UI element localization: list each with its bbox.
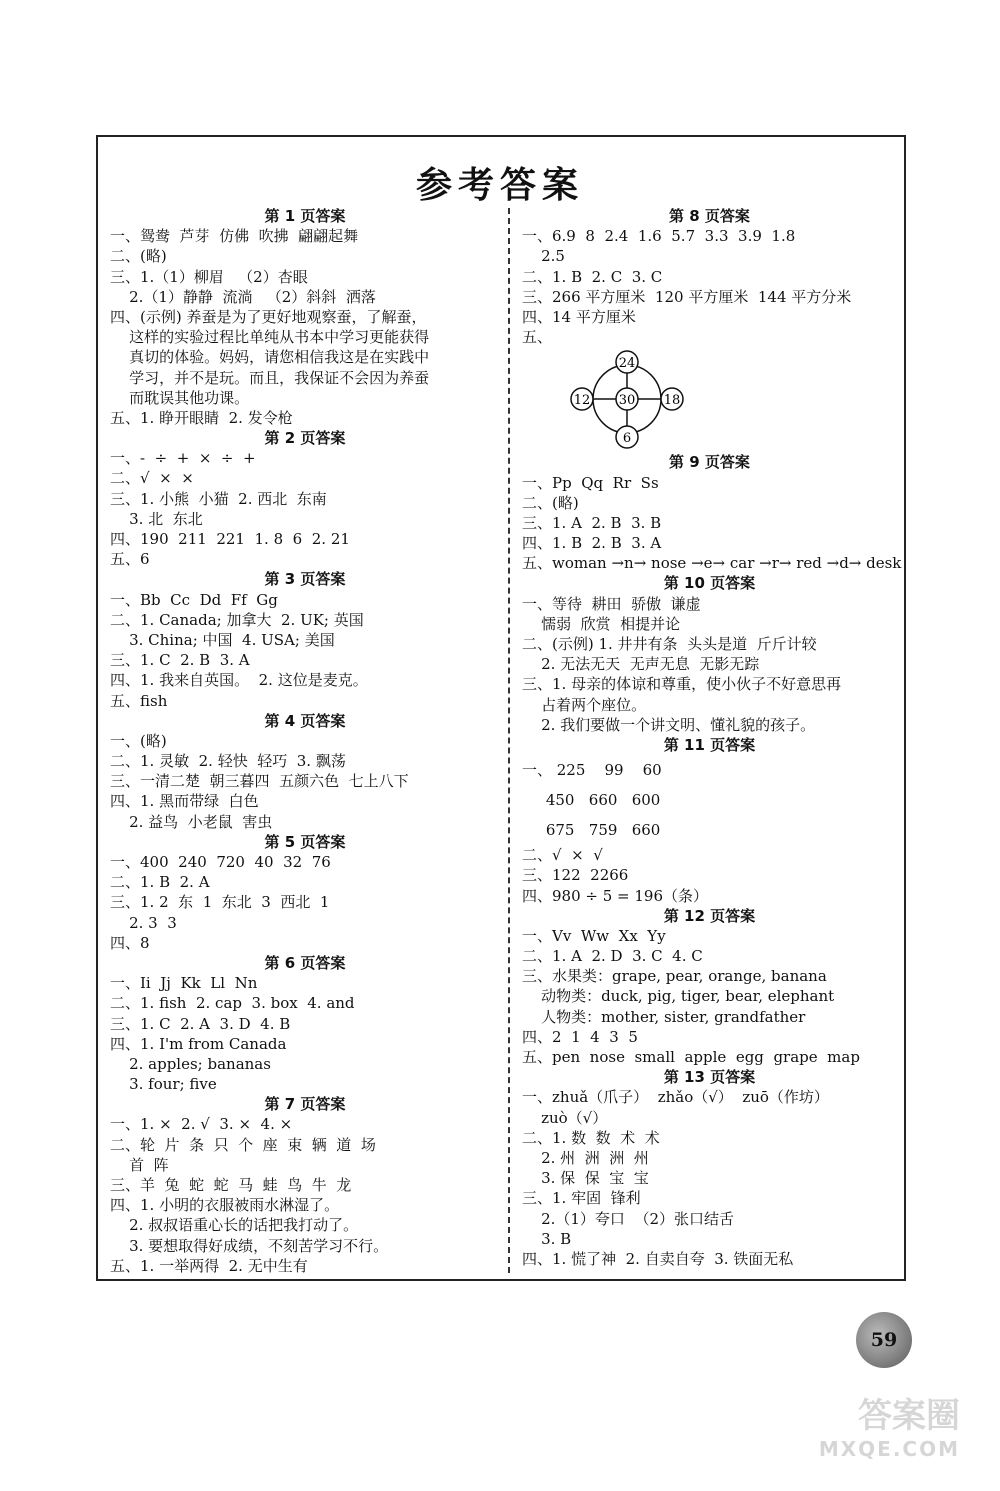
section-heading: 第 12 页答案 [663, 906, 756, 925]
left-column [110, 206, 500, 1276]
answer-line: 动物类：duck, pig, tiger, bear, elephant [522, 987, 835, 1006]
answer-line: 三、1. 母亲的体谅和尊重，使小伙子不好意思再 [522, 675, 842, 694]
page-title: 参考答案 [415, 165, 584, 206]
section-heading: 第 4 页答案 [264, 711, 346, 730]
answer-line: 2. 3 3 [110, 913, 177, 932]
answer-line: 四、980 ÷ 5 = 196（条） [522, 886, 709, 905]
answer-line: 五、1. 睁开眼睛 2. 发令枪 [110, 408, 293, 427]
answer-line: 2.5 [522, 247, 565, 266]
answer-line: 一、鸳鸯 芦芽 仿佛 吹拂 翩翩起舞 [110, 227, 359, 246]
section-heading: 第 9 页答案 [669, 453, 750, 472]
answer-line: 一、6.9 8 2.4 1.6 5.7 3.3 3.9 1.8 [522, 227, 796, 246]
section-heading: 第 1 页答案 [264, 207, 346, 225]
answer-line: 懦弱 欣赏 相提并论 [522, 614, 681, 633]
answer-line: 450 660 600 [522, 791, 661, 810]
answer-line: 四、1. 小明的衣服被雨水淋湿了。 [110, 1196, 340, 1215]
answer-line: 二、√ × × [110, 469, 194, 488]
answer-line: 二、1. B 2. A [110, 873, 210, 892]
answer-line: 2.（1）静静 流淌 （2）斜斜 洒落 [110, 287, 376, 306]
answer-line: 四、1. 慌了神 2. 自卖自夸 3. 铁面无私 [522, 1249, 794, 1268]
section-heading: 第 8 页答案 [669, 207, 750, 225]
answer-line: 二、(示例) 1. 井井有条 头头是道 斤斤计较 [522, 635, 817, 653]
section-heading: 第 6 页答案 [264, 953, 346, 972]
answer-line: 四、2 1 4 3 5 [522, 1027, 638, 1046]
answer-line: 2. 益鸟 小老鼠 害虫 [110, 812, 273, 831]
answer-line: 一、- ÷ + × ÷ + [110, 449, 256, 468]
answer-line: 一、 225 99 60 [522, 761, 662, 780]
section-heading: 第 13 页答案 [663, 1068, 756, 1087]
answer-line: 三、1. C 2. B 3. A [110, 651, 250, 670]
section-heading: 第 5 页答案 [264, 832, 346, 851]
watermark-logo: 答案圈 MXQE.COM [818, 1396, 960, 1461]
answer-line: 三、1. 小熊 小猫 2. 西北 东南 [110, 489, 327, 508]
answer-line: 一、400 240 720 40 32 76 [110, 853, 331, 871]
answer-line: 二、1. fish 2. cap 3. box 4. and [110, 994, 355, 1013]
answer-line: 四、190 211 221 1. 8 6 2. 21 [110, 530, 350, 548]
answer-line: 三、1.（1）柳眉 （2）杏眼 [110, 267, 308, 286]
answer-line: 而耽误其他功课。 [110, 388, 250, 407]
answer-line: 三、一清二楚 朝三暮四 五颜六色 七上八下 [110, 772, 409, 791]
answer-line: 二、√ × √ [522, 846, 603, 865]
circle-right: 18 [663, 393, 681, 409]
answer-line: 一、zhuǎ（爪子） zhǎo（√） zuō（作坊） [522, 1088, 829, 1107]
circle-bottom: 6 [622, 431, 632, 447]
answer-line: 真切的体验。妈妈，请您相信我这是在实践中 [110, 348, 430, 367]
answer-line: 四、1. B 2. B 3. A [522, 534, 662, 553]
answer-line: 五、1. 一举两得 2. 无中生有 [110, 1256, 308, 1275]
answer-line: 3. 保 保 宝 宝 [522, 1169, 649, 1188]
answer-line: 一、等待 耕田 骄傲 谦虚 [522, 594, 701, 613]
answer-line: 这样的实验过程比单纯从书本中学习更能获得 [110, 328, 430, 347]
answer-line: 675 759 660 [522, 821, 661, 840]
answer-line: 占着两个座位。 [522, 695, 647, 714]
page-number-badge: 59 [856, 1312, 912, 1368]
answer-line: 五、pen nose small apple egg grape map [522, 1048, 860, 1066]
answer-line: 二、(略) [522, 493, 579, 512]
answer-line: 三、1. 2 东 1 东北 3 西北 1 [110, 893, 330, 912]
answer-line: 2. 州 洲 洲 州 [522, 1148, 649, 1167]
answer-line: 一、(略) [110, 731, 167, 750]
answer-line: 2. 我们要做一个讲文明、懂礼貌的孩子。 [522, 715, 816, 734]
answer-line: 三、266 平方厘米 120 平方厘米 144 平方分米 [522, 287, 852, 306]
answer-line: 五、6 [110, 550, 150, 569]
answer-line: 3. China; 中国 4. USA; 美国 [110, 630, 335, 649]
answer-line: 一、Ii Jj Kk Ll Nn [110, 974, 258, 993]
answer-line: 2. apples; bananas [110, 1054, 271, 1073]
answer-line: 二、1. 灵敏 2. 轻快 轻巧 3. 飘荡 [110, 752, 346, 771]
answer-line: 五、woman →n→ nose →e→ car →r→ red →d→ desk [522, 554, 902, 573]
right-column [522, 206, 902, 1269]
column-divider [508, 208, 510, 1273]
answer-line: 四、1. I'm from Canada [110, 1034, 287, 1053]
answer-line: 3. four; five [110, 1075, 217, 1094]
section-heading: 第 2 页答案 [264, 429, 346, 448]
answer-line: 二、(略) [110, 247, 167, 266]
answer-line: 四、8 [110, 933, 150, 952]
answer-line: 四、(示例) 养蚕是为了更好地观察蚕，了解蚕， [110, 307, 427, 326]
answer-line: 四、14 平方厘米 [522, 307, 636, 326]
answer-line: 一、Vv Ww Xx Yy [522, 926, 666, 945]
number-circle-diagram [522, 347, 897, 452]
answer-line: 五、fish [110, 691, 168, 710]
answer-line: 学习，并不是玩。而且，我保证不会因为养蚕 [110, 368, 430, 387]
answer-line: 3. B [522, 1229, 572, 1248]
answer-line: 3. 北 东北 [110, 509, 203, 528]
answer-line: 2. 无法无天 无声无息 无影无踪 [522, 655, 760, 674]
answer-line: 二、轮 片 条 只 个 座 束 辆 道 场 [110, 1135, 376, 1154]
section-heading: 第 7 页答案 [264, 1095, 346, 1114]
answer-line: 四、1. 我来自英国。 2. 这位是麦克。 [110, 671, 368, 690]
answer-line: 三、水果类：grape, pear, orange, banana [522, 967, 827, 986]
answer-line: 三、122 2266 [522, 866, 629, 885]
answer-line: 一、1. × 2. √ 3. × 4. × [110, 1115, 293, 1134]
section-heading: 第 11 页答案 [663, 735, 756, 754]
answer-line: 二、1. B 2. C 3. C [522, 267, 663, 286]
answer-line: 3. 要想取得好成绩，不刻苦学习不行。 [110, 1236, 389, 1255]
answer-line: 三、1. A 2. B 3. B [522, 513, 662, 532]
answer-line: 2. 叔叔语重心长的话把我打动了。 [110, 1216, 359, 1235]
answer-line: 二、1. A 2. D 3. C 4. C [522, 947, 703, 966]
circle-left: 12 [573, 393, 591, 409]
answer-line: 2.（1）夸口 （2）张口结舌 [522, 1209, 735, 1228]
circle-top: 24 [618, 356, 636, 372]
circle-center: 30 [618, 393, 636, 409]
section-heading: 第 10 页答案 [663, 574, 756, 593]
section-heading: 第 3 页答案 [264, 570, 346, 589]
answer-line: 二、1. 数 数 术 术 [522, 1128, 660, 1147]
answer-line: zuò（√） [522, 1108, 608, 1127]
answer-line: 四、1. 黑而带绿 白色 [110, 792, 259, 811]
answer-line: 三、1. 牢固 锋利 [522, 1189, 641, 1208]
answer-line: 二、1. Canada; 加拿大 2. UK; 英国 [110, 610, 364, 629]
answer-line: 三、1. C 2. A 3. D 4. B [110, 1014, 291, 1033]
answer-line: 一、Bb Cc Dd Ff Gg [110, 590, 278, 609]
answer-line: 五、 [522, 328, 553, 347]
answer-line: 首 阵 [110, 1155, 169, 1174]
answer-line: 三、羊 兔 蛇 蛇 马 蛙 鸟 牛 龙 [110, 1176, 352, 1194]
answer-line: 一、Pp Qq Rr Ss [522, 473, 659, 492]
answer-line: 人物类：mother, sister, grandfather [522, 1007, 806, 1026]
